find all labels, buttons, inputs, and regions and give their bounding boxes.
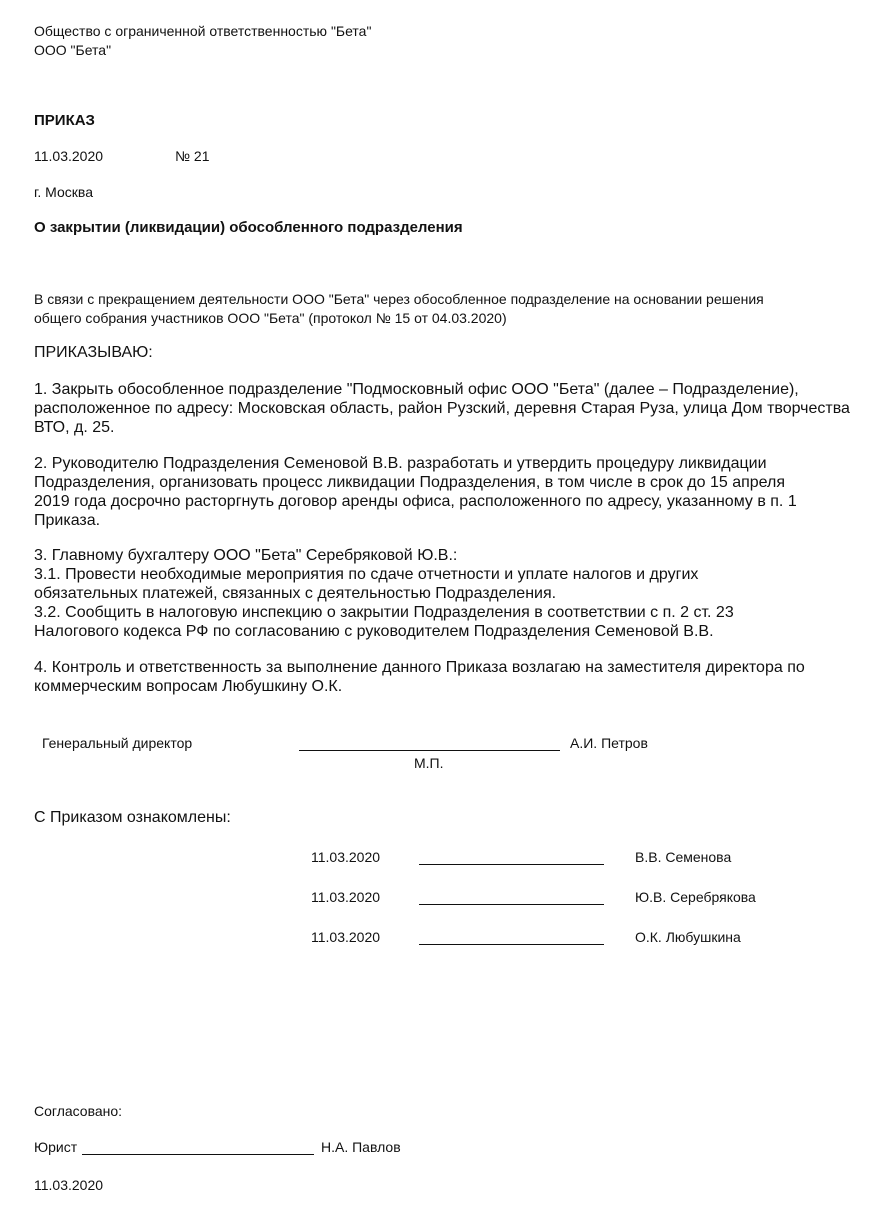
item-line: коммерческим вопросам Любушкину О.К. <box>34 678 343 695</box>
acq-name: О.К. Любушкина <box>635 929 741 945</box>
item-3 <box>34 546 734 641</box>
acquainted-label: С Приказом ознакомлены: <box>34 809 231 826</box>
acq-signature-line <box>419 944 604 945</box>
preamble <box>34 290 764 328</box>
item-line: 2019 года досрочно расторгнуть договор аренды офиса, расположенного по адресу, указанному в п. 1 <box>34 493 797 510</box>
doc-type: ПРИКАЗ <box>34 112 95 129</box>
doc-city: г. Москва <box>34 184 93 200</box>
item-4 <box>34 658 805 696</box>
acq-date: 11.03.2020 <box>311 889 381 905</box>
acq-name: Ю.В. Серебрякова <box>635 889 756 905</box>
item-line: Приказа. <box>34 512 101 529</box>
item-1 <box>34 380 850 437</box>
org-full-name: Общество с ограниченной ответственностью "Бета" <box>34 23 372 39</box>
doc-title: О закрытии (ликвидации) обособленного подразделения <box>34 219 463 236</box>
item-2 <box>34 454 797 530</box>
signatory-name: А.И. Петров <box>570 735 648 751</box>
doc-number: № 21 <box>175 148 210 164</box>
approval-name: Н.А. Павлов <box>321 1139 401 1155</box>
item-line: 3.2. Сообщить в налоговую инспекцию о закрытии Подразделения в соответствии с п. 2 ст. 23 <box>34 604 734 621</box>
preamble-line: В связи с прекращением деятельности ООО "Бета" через обособленное подразделение на основании решения <box>34 291 764 307</box>
acq-signature-line <box>419 864 604 865</box>
doc-date: 11.03.2020 <box>34 148 104 164</box>
item-line: 3.1. Провести необходимые мероприятия по сдаче отчетности и уплате налогов и других <box>34 566 699 583</box>
signatory-position: Генеральный директор <box>42 735 193 751</box>
approval-signature-line <box>82 1154 314 1155</box>
acq-date: 11.03.2020 <box>311 849 381 865</box>
item-line: обязательных платежей, связанных с деятельностью Подразделения. <box>34 585 557 602</box>
approval-label: Согласовано: <box>34 1103 123 1119</box>
acq-date: 11.03.2020 <box>311 929 381 945</box>
item-line: 2. Руководителю Подразделения Семеновой В.В. разработать и утвердить процедуру ликвидации <box>34 455 767 472</box>
stamp-place: М.П. <box>414 755 444 771</box>
item-line: расположенное по адресу: Московская область, район Рузский, деревня Старая Руза, улица Дом творчества <box>34 400 850 417</box>
approval-role: Юрист <box>34 1139 78 1155</box>
approval-date: 11.03.2020 <box>34 1177 104 1193</box>
signature-line <box>299 750 560 751</box>
order-word: ПРИКАЗЫВАЮ: <box>34 344 153 361</box>
item-line: Налогового кодекса РФ по согласованию с руководителем Подразделения Семеновой В.В. <box>34 623 714 640</box>
acq-signature-line <box>419 904 604 905</box>
item-line: 4. Контроль и ответственность за выполнение данного Приказа возлагаю на заместителя директора по <box>34 659 805 676</box>
item-line: 3. Главному бухгалтеру ООО "Бета" Серебряковой Ю.В.: <box>34 547 458 564</box>
item-line: ВТО, д. 25. <box>34 419 115 436</box>
org-short-name: ООО "Бета" <box>34 42 112 58</box>
item-line: 1. Закрыть обособленное подразделение "Подмосковный офис ООО "Бета" (далее – Подразделение), <box>34 381 799 398</box>
acq-name: В.В. Семенова <box>635 849 732 865</box>
item-line: Подразделения, организовать процесс ликвидации Подразделения, в том числе в срок до 15 апреля <box>34 474 786 491</box>
preamble-line: общего собрания участников ООО "Бета" (протокол № 15 от 04.03.2020) <box>34 310 507 326</box>
